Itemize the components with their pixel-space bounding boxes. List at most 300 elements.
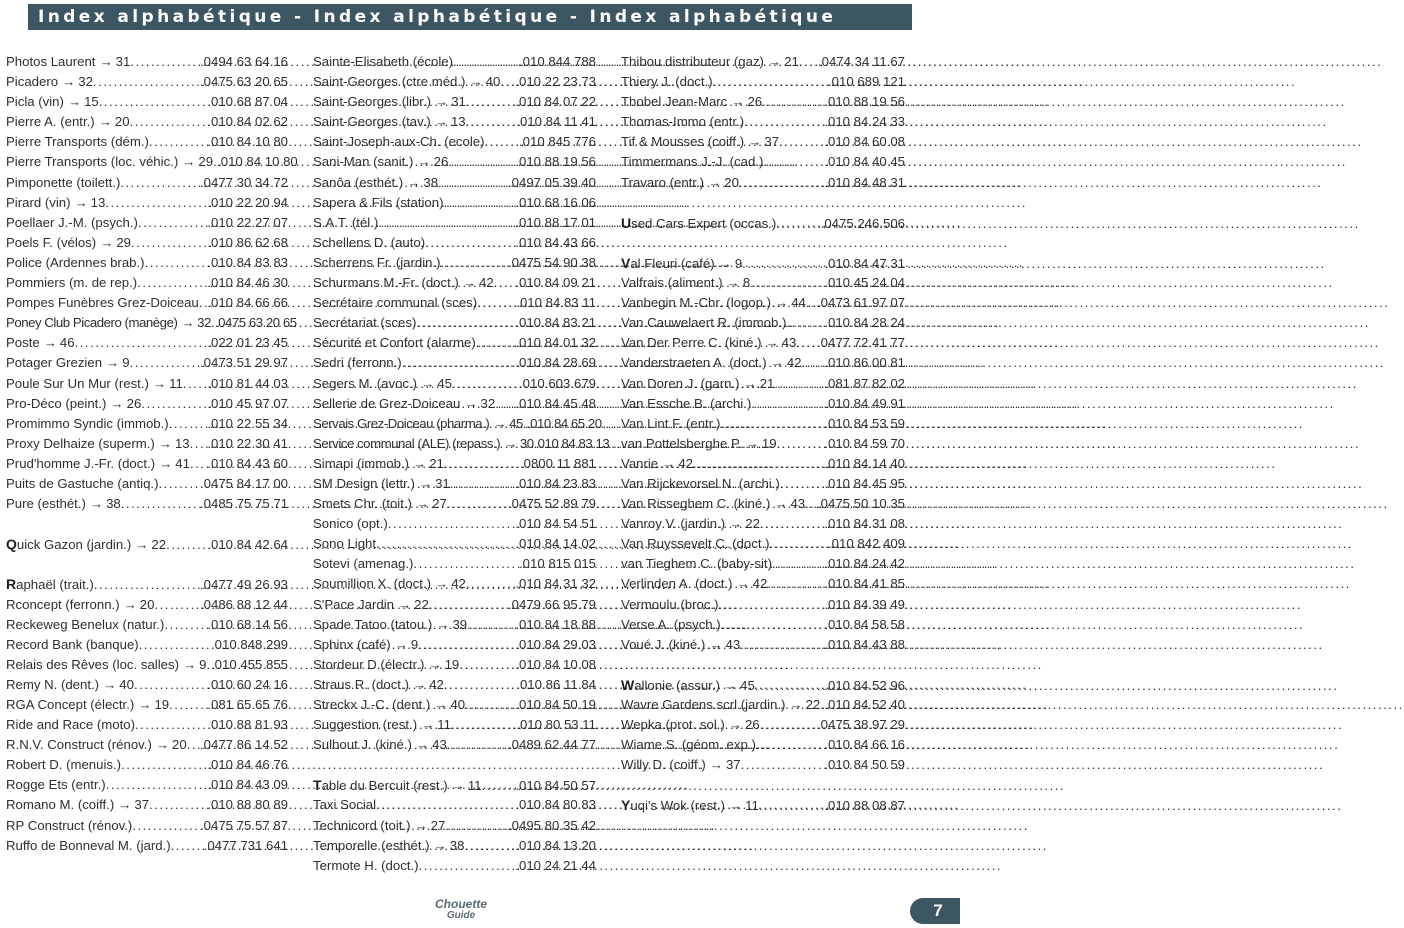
dot-leader <box>739 173 824 193</box>
entry-name: Simapi (immob.) <box>313 455 409 471</box>
entry-page-ref: 22 <box>414 596 429 612</box>
entry-name: Servais Grez-Doiceau (pharma.) <box>313 415 490 431</box>
entry-name: Van Lint F. (entr.) <box>621 415 721 431</box>
entry-name: Picadero <box>6 74 59 90</box>
dot-leader <box>720 414 824 434</box>
entry-phone: .010 84 11 41 <box>516 114 596 130</box>
entry-name: Schellens D. (auto) <box>313 234 426 250</box>
entry-page-ref: 40 <box>450 697 466 712</box>
dot-leader <box>464 836 515 856</box>
entry-phone: .0475 84 17 00 <box>200 475 288 491</box>
arrow-right-icon: → <box>394 636 408 652</box>
entry-phone: .0497 05 39 40 <box>508 174 596 190</box>
entry-phone: .010 24 21 44 <box>515 857 596 873</box>
dot-leader <box>802 353 825 373</box>
index-entry <box>621 494 905 514</box>
entry-name: Poels F. (vélos) <box>6 234 97 250</box>
index-entry <box>621 313 905 333</box>
entry-name: Tif & Mousses (coiff.) <box>621 134 745 150</box>
entry-name: Vanderstraeten A. (doct.) <box>621 355 767 371</box>
entry-page-ref: 46 <box>59 335 75 351</box>
entry-page-ref: 26 <box>745 717 760 733</box>
entry-page-ref: 42 <box>451 576 466 592</box>
entry-name: Poule Sur Un Mur (rest.) <box>6 375 149 391</box>
entry-page-ref: 39 <box>452 616 468 632</box>
arrow-right-icon: → <box>435 94 449 110</box>
dot-leader <box>482 776 516 796</box>
entry-phone: .010 84 52 40 <box>824 697 905 712</box>
index-entry <box>6 92 288 112</box>
entry-name: Poste <box>6 335 40 351</box>
entry-page-ref: 11 <box>437 717 451 733</box>
entry-name: Valfrais (aliment.) <box>621 275 723 291</box>
arrow-right-icon: → <box>451 778 465 794</box>
entry-name: Sapera & Fils (station) <box>313 194 444 210</box>
entry-phone: .010 84 09 21 <box>515 275 596 291</box>
entry-phone: .010 88 19 56 <box>515 154 596 170</box>
entry-phone: .010 84 43 09 <box>207 777 288 793</box>
entry-page-ref: 38 <box>106 496 121 512</box>
entry-phone: .010 84 50 59 <box>824 757 905 773</box>
entry-phone: .0489 62 44 77 <box>508 737 596 753</box>
entry-name: Potager Grezien <box>6 355 103 371</box>
dot-leader <box>106 775 208 795</box>
entry-phone: .010 848 299 <box>210 636 288 652</box>
entry-phone: .010 84 50 57 <box>515 778 596 794</box>
dot-leader <box>447 735 508 755</box>
entry-phone: .0474 34 11 67 <box>817 54 905 69</box>
index-entry <box>313 213 596 233</box>
entry-phone: .010 845 776 <box>518 134 596 150</box>
page-title: Index alphabétique - Index alphabétique - Index alphabétique <box>38 7 837 27</box>
index-entry <box>313 595 596 615</box>
index-entry <box>6 213 288 233</box>
index-entry <box>6 253 288 273</box>
entry-name: Record Bank (banque) <box>6 636 139 652</box>
index-entry <box>313 152 596 172</box>
dot-leader <box>93 72 200 92</box>
entry-page-ref: 22 <box>151 537 167 553</box>
index-entry <box>621 755 905 775</box>
entry-phone: .010 86 00 81 <box>824 355 905 371</box>
dot-leader <box>756 735 824 755</box>
entry-phone: .010 22 20 94 <box>207 194 288 210</box>
entry-page-ref: 38 <box>423 174 439 190</box>
entry-page-ref: 37 <box>764 134 779 150</box>
dot-leader <box>441 253 508 273</box>
entry-phone: .010 84 58 58 <box>824 616 905 632</box>
entry-phone: .010 88 08 87 <box>824 798 905 814</box>
entry-phone: .010 84 83 11 <box>516 295 596 311</box>
arrow-right-icon: → <box>743 375 757 391</box>
entry-name: Proxy Delhaize (superm.) <box>6 435 155 451</box>
entry-phone: .010 84 83 83 <box>207 254 288 270</box>
entry-page-ref: 31 <box>115 54 131 69</box>
index-entry <box>6 635 288 655</box>
entry-name: SM Design (lettr.) <box>313 475 415 491</box>
entry-name: Ruffo de Bonneval M. (jard.) <box>6 837 171 853</box>
arrow-right-icon: → <box>736 576 750 592</box>
arrow-right-icon: → <box>729 516 743 532</box>
dot-leader <box>806 293 817 313</box>
index-entry <box>621 92 905 112</box>
entry-phone: .010 84 28 24 <box>824 315 905 331</box>
index-entry <box>621 454 905 474</box>
arrow-right-icon: → <box>504 435 517 451</box>
entry-phone: .0494 63 64 16 <box>200 54 288 69</box>
entry-page-ref: 40 <box>485 74 501 90</box>
dot-leader <box>444 454 520 474</box>
dot-leader <box>158 474 200 494</box>
dot-leader <box>477 293 516 313</box>
arrow-right-icon: → <box>726 275 740 291</box>
entry-name: Picla (vin) <box>6 94 64 110</box>
index-entry <box>6 816 288 836</box>
arrow-right-icon: → <box>421 717 435 733</box>
index-entry <box>621 253 905 273</box>
entry-name: Rconcept (ferronn.) <box>6 596 120 612</box>
entry-page-ref: 11 <box>467 778 482 794</box>
entry-phone: .0485 75 75 71 <box>200 496 288 512</box>
entry-page-ref: 32 <box>197 315 211 331</box>
entry-page-ref: 22 <box>805 697 821 712</box>
index-entry <box>621 213 905 233</box>
arrow-right-icon: → <box>434 697 448 712</box>
index-entry <box>621 675 905 695</box>
dot-leader <box>453 52 519 72</box>
entry-page-ref: 26 <box>433 154 449 170</box>
entry-name: Table du Bercuit (rest.) <box>313 777 448 794</box>
index-entry <box>621 635 905 655</box>
dot-leader <box>721 615 825 635</box>
dot-leader <box>495 394 515 414</box>
dot-leader <box>187 735 200 755</box>
index-entry <box>313 454 596 474</box>
entry-phone: .010 22 30 41 <box>207 435 288 451</box>
arrow-right-icon: → <box>182 154 196 170</box>
entry-name: Used Cars Expert (occas.) <box>621 214 777 231</box>
dot-leader <box>779 132 824 152</box>
dot-leader <box>770 534 828 554</box>
arrow-right-icon: → <box>413 676 427 692</box>
index-entry <box>621 132 905 152</box>
index-entry <box>313 856 596 876</box>
entry-phone: .010 22 27 07 <box>207 214 288 230</box>
dot-leader <box>169 414 208 434</box>
entry-phone: .0475 63 20 65 <box>214 315 297 331</box>
arrow-right-icon: → <box>413 455 427 471</box>
entry-page-ref: 42 <box>678 455 693 471</box>
entry-name: Suggestion (rest.) <box>313 717 418 733</box>
entry-phone: .010 84 46 30 <box>207 275 288 291</box>
entry-name: Thiery J. (doct.) <box>621 74 713 90</box>
dot-leader <box>450 474 516 494</box>
index-entry <box>621 574 905 594</box>
index-entry <box>313 233 596 253</box>
dot-leader <box>132 816 200 836</box>
entry-name: Saint-Georges (ctre méd.) <box>313 74 466 90</box>
entry-page-ref: 27 <box>432 496 447 512</box>
dot-leader <box>376 534 515 554</box>
dot-leader <box>171 836 204 856</box>
entry-name: Saint-Joseph-aux-Ch. (ecole) <box>313 134 485 150</box>
index-entry <box>313 795 596 815</box>
arrow-right-icon: → <box>493 415 507 431</box>
dot-leader <box>120 173 200 193</box>
entry-name: Sainte-Elisabeth (école) <box>313 54 454 69</box>
entry-page-ref: 32 <box>78 74 93 90</box>
entry-name: Poellaer J.-M. (psych.) <box>6 214 138 230</box>
entry-name: Sécurité et Confort (alarme) <box>313 335 476 351</box>
entry-name: Secrétaire communal (sces) <box>313 295 478 311</box>
dot-leader <box>466 112 517 132</box>
arrow-right-icon: → <box>469 74 483 90</box>
index-entry <box>313 735 596 755</box>
entry-name: Sanôa (esthét.) <box>313 174 404 190</box>
arrow-right-icon: → <box>98 114 112 130</box>
index-entry <box>313 494 596 514</box>
index-entry <box>313 615 596 635</box>
entry-name: Pommiers (m. de rep.) <box>6 275 138 291</box>
dot-leader <box>447 494 508 514</box>
dot-leader <box>774 374 824 394</box>
index-entry <box>621 333 905 353</box>
entry-page-ref: 32 <box>480 395 496 411</box>
chouette-guide-logo <box>414 898 508 926</box>
entry-page-ref: 30 <box>519 435 534 451</box>
entry-name: Romano M. (coiff.) <box>6 797 115 813</box>
dot-leader <box>130 112 208 132</box>
index-entry <box>313 414 602 434</box>
entry-name: Pure (esthét.) <box>6 496 86 512</box>
entry-name: Sulbout J. (kiné.) <box>313 737 412 753</box>
entry-phone: .010 84 14 40 <box>824 455 905 471</box>
entry-phone: .010 84 60 08 <box>824 134 905 150</box>
index-entry <box>313 52 596 72</box>
entry-phone: .0495 80 35 42 <box>508 817 596 833</box>
entry-phone: .0473 61 97 07 <box>817 295 905 311</box>
dot-leader <box>141 394 207 414</box>
index-entry <box>621 394 905 414</box>
entry-phone: .081 87 82 02 <box>824 375 905 391</box>
entry-page-ref: 15 <box>84 94 99 110</box>
arrow-right-icon: → <box>775 295 789 311</box>
entry-page-ref: 29 <box>198 154 214 170</box>
entry-name: RGA Concept (électr.) <box>6 697 135 712</box>
entry-name: Thobel Jean-Marc <box>621 94 728 110</box>
index-entry <box>313 92 596 112</box>
dot-leader <box>402 353 516 373</box>
entry-name: Yuqi's Wok (rest.) <box>621 797 725 814</box>
entry-name: Travaro (entr.) <box>621 174 705 190</box>
page-number <box>910 898 960 924</box>
entry-name: Val Fleuri (café) <box>621 254 715 271</box>
dot-leader <box>418 635 515 655</box>
index-entry <box>313 775 596 795</box>
index-entry <box>313 253 596 273</box>
entry-page-ref: 9 <box>734 255 743 271</box>
dot-leader <box>467 615 515 635</box>
entry-name: Soumillion X. (doct.) <box>313 576 431 592</box>
dot-leader <box>777 434 825 454</box>
dot-leader <box>763 152 824 172</box>
entry-phone: .010 84 31 08 <box>824 516 905 532</box>
dot-leader <box>448 152 515 172</box>
index-entry <box>313 816 596 836</box>
index-entry <box>313 313 596 333</box>
entry-name: Thibou distributeur (gaz) <box>621 54 764 69</box>
dot-leader <box>466 92 515 112</box>
entry-name: Van Risseghem C. (kiné.) <box>621 496 771 512</box>
index-entry <box>621 273 905 293</box>
arrow-right-icon: → <box>718 255 732 271</box>
entry-name: Photos Laurent <box>6 54 96 69</box>
arrow-right-icon: → <box>74 194 88 210</box>
index-entry <box>6 695 288 715</box>
entry-name: Verlinden A. (doct.) <box>621 576 733 592</box>
entry-page-ref: 37 <box>134 797 150 813</box>
entry-name: R.N.V. Construct (rénov.) <box>6 737 152 753</box>
index-entry <box>313 112 596 132</box>
arrow-right-icon: → <box>407 174 421 190</box>
entry-phone: .010 455 855 <box>210 656 288 672</box>
entry-phone: .010 86 11 84 <box>516 676 596 692</box>
dot-leader <box>799 52 818 72</box>
entry-phone: .010 84 41 85 <box>824 576 905 592</box>
dot-leader <box>759 796 824 816</box>
arrow-right-icon: → <box>464 395 478 411</box>
dot-leader <box>452 374 519 394</box>
index-entry <box>6 233 288 253</box>
index-entry <box>313 695 596 715</box>
entry-page-ref: 42 <box>429 676 444 692</box>
entry-page-ref: 21 <box>759 375 775 391</box>
entry-page-ref: 37 <box>725 757 741 773</box>
entry-name: Pierre Transports (loc. véhic.) <box>6 154 179 170</box>
entry-phone: .010 84 28 69 <box>515 355 596 371</box>
arrow-right-icon: → <box>770 355 784 371</box>
entry-phone: .010 84 42 64 <box>207 537 288 553</box>
entry-name: Raphaël (trait.) <box>6 576 94 593</box>
entry-name: Streckx J.-C. (dent.) <box>313 697 431 712</box>
entry-name: Van Doren J. (garn.) <box>621 375 740 391</box>
dot-leader <box>419 856 516 876</box>
entry-name: Temporelle (esthét.) <box>313 837 430 853</box>
arrow-right-icon: → <box>43 335 57 351</box>
index-entry <box>621 474 905 494</box>
entry-phone: .010 84 65 20 <box>526 415 602 431</box>
index-entry <box>621 514 905 534</box>
dot-leader <box>751 394 824 414</box>
entry-phone: .010 84 14 02 <box>515 536 596 552</box>
index-entry <box>313 836 596 856</box>
index-column-1 <box>6 52 298 856</box>
entry-name: Stordeur D (électr.) <box>313 656 425 672</box>
entry-name: Termote H. (doct.) <box>313 857 419 873</box>
entry-page-ref: 20 <box>724 174 739 190</box>
entry-name: Vanbegin M.-Chr. (logop.) <box>621 295 772 311</box>
entry-name: Puits de Gastuche (antiq.) <box>6 475 159 491</box>
arrow-right-icon: → <box>748 134 762 150</box>
entry-name: S'Pace Jardin <box>313 596 394 612</box>
index-column-3 <box>621 52 905 816</box>
arrow-right-icon: → <box>767 54 782 69</box>
entry-phone: .010 22 55 34 <box>207 415 288 431</box>
index-entry <box>6 414 288 434</box>
index-entry <box>621 795 905 815</box>
index-entry <box>6 494 288 514</box>
entry-page-ref: 45 <box>509 415 523 431</box>
dot-leader <box>465 695 515 715</box>
entry-phone: 010 84 83 13 <box>537 435 610 451</box>
index-entry <box>6 374 288 394</box>
entry-name: Van Rijckevorsel N. (archi.) <box>621 475 780 491</box>
entry-phone: .0477 731 641 <box>203 837 288 853</box>
index-entry <box>621 695 905 715</box>
entry-phone: .010 84 45 95 <box>824 475 905 491</box>
entry-phone: .0477 49 26 93 <box>200 577 288 593</box>
entry-page-ref: 27 <box>430 817 446 833</box>
index-entry <box>6 72 288 92</box>
entry-phone: .010 88 81 93 <box>207 717 288 733</box>
index-entry <box>621 554 905 574</box>
arrow-right-icon: → <box>138 697 152 712</box>
entry-name: Rogge Ets (entr.) <box>6 777 106 793</box>
index-entry <box>313 293 596 313</box>
dot-leader <box>429 595 508 615</box>
dot-leader <box>388 514 516 534</box>
entry-name: Reckeweg Benelux (natur.) <box>6 616 165 632</box>
dot-leader <box>443 193 515 213</box>
index-entry <box>313 353 596 373</box>
entry-page-ref: 20 <box>172 737 187 753</box>
entry-phone: .0486 88 12 44 <box>200 596 288 612</box>
arrow-right-icon: → <box>110 395 124 411</box>
entry-phone: .010 84 40 45 <box>824 154 905 170</box>
dot-leader <box>780 474 825 494</box>
dot-leader <box>378 213 515 233</box>
entry-page-ref: 45 <box>740 677 755 693</box>
dot-leader <box>762 92 824 112</box>
entry-name: Smets Chr. (toit.) <box>313 496 412 512</box>
arrow-right-icon: → <box>62 74 76 90</box>
entry-phone: .022 01 23 45 <box>207 335 288 351</box>
index-entry <box>313 715 596 735</box>
arrow-right-icon: → <box>135 537 149 553</box>
entry-phone: .010 689 121 <box>827 74 905 90</box>
index-entry <box>6 795 288 815</box>
entry-name: Segers M. (avoc.) <box>313 375 418 391</box>
arrow-right-icon: → <box>414 817 428 833</box>
entry-name: Van Der Perre C. (kiné.) <box>621 335 762 351</box>
entry-name: Wavre Gardens scrl (jardin.) <box>621 697 786 712</box>
entry-page-ref: 31 <box>451 94 466 110</box>
entry-page-ref: 26 <box>126 395 142 411</box>
entry-page-ref: 19 <box>761 435 777 451</box>
entry-page-ref: 41 <box>175 455 190 471</box>
entry-phone: .010 84 50 19 <box>515 697 596 712</box>
entry-name: Verse A. (psych.) <box>621 616 721 632</box>
index-entry <box>313 574 596 594</box>
arrow-right-icon: → <box>89 496 104 512</box>
dot-leader <box>750 273 824 293</box>
dot-leader <box>130 353 200 373</box>
dot-leader <box>94 575 200 595</box>
entry-phone: .0475 50 10 35 <box>817 496 905 512</box>
index-entry <box>313 514 596 534</box>
entry-page-ref: 31 <box>435 475 450 491</box>
entry-phone: .010 84 43 88 <box>824 636 905 652</box>
